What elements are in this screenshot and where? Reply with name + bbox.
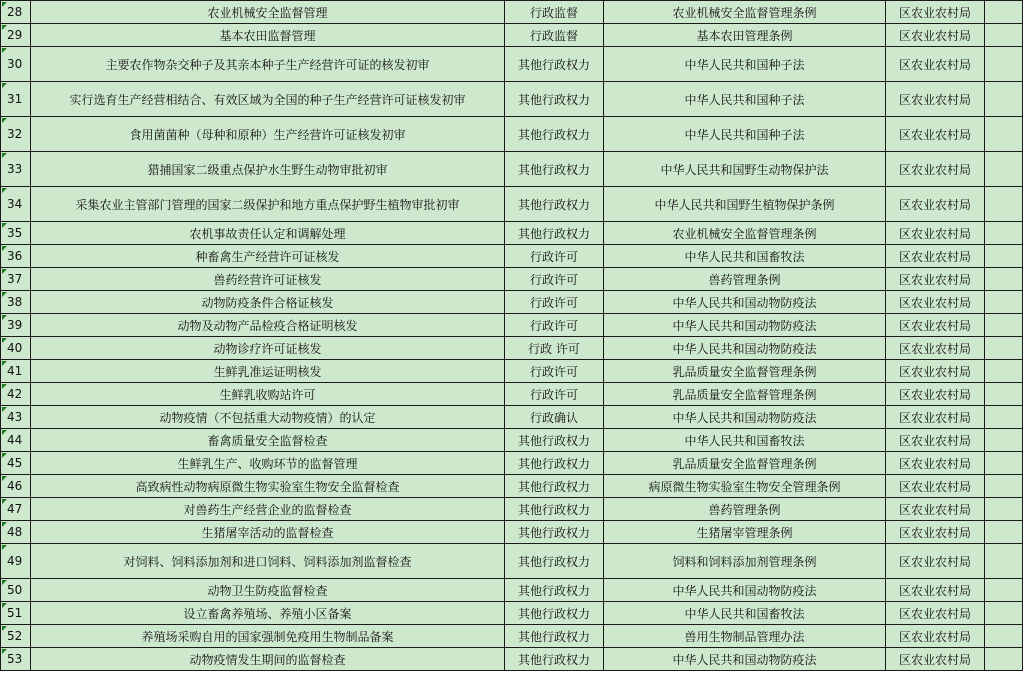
cell-no[interactable]: 35 <box>1 222 31 245</box>
cell-basis[interactable]: 中华人民共和国野生动物保护法 <box>604 152 886 187</box>
cell-basis[interactable]: 中华人民共和国畜牧法 <box>604 245 886 268</box>
cell-empty[interactable] <box>985 24 1023 47</box>
table-row <box>1 152 1023 187</box>
cell-empty[interactable] <box>985 452 1023 475</box>
cell-item[interactable]: 生鲜乳准运证明核发 <box>31 360 505 383</box>
cell-basis[interactable]: 中华人民共和国动物防疫法 <box>604 314 886 337</box>
cell-no[interactable]: 46 <box>1 475 31 498</box>
cell-dept[interactable]: 区农业农村局 <box>886 1 985 24</box>
cell-item[interactable]: 农机事故责任认定和调解处理 <box>31 222 505 245</box>
cell-basis[interactable]: 兽药管理条例 <box>604 498 886 521</box>
cell-no[interactable]: 33 <box>1 152 31 187</box>
cell-dept[interactable]: 区农业农村局 <box>886 360 985 383</box>
cell-empty[interactable] <box>985 602 1023 625</box>
cell-dept[interactable]: 区农业农村局 <box>886 187 985 222</box>
cell-item[interactable]: 动物疫情发生期间的监督检查 <box>31 648 505 671</box>
cell-basis[interactable]: 中华人民共和国种子法 <box>604 82 886 117</box>
cell-dept[interactable]: 区农业农村局 <box>886 24 985 47</box>
cell-no[interactable]: 40 <box>1 337 31 360</box>
cell-no[interactable]: 32 <box>1 117 31 152</box>
cell-empty[interactable] <box>985 648 1023 671</box>
cell-dept[interactable]: 区农业农村局 <box>886 498 985 521</box>
cell-type[interactable]: 行政许可 <box>505 360 604 383</box>
cell-item[interactable]: 生猪屠宰活动的监督检查 <box>31 521 505 544</box>
cell-type[interactable]: 行政 许可 <box>505 337 604 360</box>
table-row <box>1 1 1023 24</box>
table-row <box>1 648 1023 671</box>
cell-no[interactable]: 53 <box>1 648 31 671</box>
cell-basis[interactable]: 中华人民共和国种子法 <box>604 117 886 152</box>
cell-basis[interactable]: 中华人民共和国野生植物保护条例 <box>604 187 886 222</box>
cell-empty[interactable] <box>985 544 1023 579</box>
cell-dept[interactable]: 区农业农村局 <box>886 602 985 625</box>
cell-no[interactable]: 30 <box>1 47 31 82</box>
cell-basis[interactable]: 兽用生物制品管理办法 <box>604 625 886 648</box>
cell-basis[interactable]: 中华人民共和国畜牧法 <box>604 602 886 625</box>
cell-type[interactable]: 行政许可 <box>505 383 604 406</box>
cell-item[interactable]: 设立畜禽养殖场、养殖小区备案 <box>31 602 505 625</box>
cell-item[interactable]: 高致病性动物病原微生物实验室生物安全监督检查 <box>31 475 505 498</box>
cell-no[interactable]: 37 <box>1 268 31 291</box>
cell-type[interactable]: 其他行政权力 <box>505 602 604 625</box>
cell-type[interactable]: 其他行政权力 <box>505 47 604 82</box>
cell-type[interactable]: 其他行政权力 <box>505 521 604 544</box>
cell-no[interactable]: 29 <box>1 24 31 47</box>
cell-empty[interactable] <box>985 268 1023 291</box>
cell-no[interactable]: 42 <box>1 383 31 406</box>
cell-type[interactable]: 其他行政权力 <box>505 82 604 117</box>
cell-item[interactable]: 动物疫情（不包括重大动物疫情）的认定 <box>31 406 505 429</box>
table-row <box>1 579 1023 602</box>
cell-dept[interactable]: 区农业农村局 <box>886 222 985 245</box>
cell-item[interactable]: 兽药经营许可证核发 <box>31 268 505 291</box>
cell-type[interactable]: 其他行政权力 <box>505 152 604 187</box>
cell-empty[interactable] <box>985 314 1023 337</box>
cell-type[interactable]: 其他行政权力 <box>505 625 604 648</box>
cell-dept[interactable]: 区农业农村局 <box>886 314 985 337</box>
table-row <box>1 602 1023 625</box>
cell-empty[interactable] <box>985 222 1023 245</box>
cell-basis[interactable]: 农业机械安全监督管理条例 <box>604 1 886 24</box>
cell-dept[interactable]: 区农业农村局 <box>886 152 985 187</box>
cell-type[interactable]: 其他行政权力 <box>505 187 604 222</box>
cell-type[interactable]: 行政许可 <box>505 314 604 337</box>
table-body <box>1 1 1023 671</box>
cell-no[interactable]: 44 <box>1 429 31 452</box>
cell-dept[interactable]: 区农业农村局 <box>886 47 985 82</box>
cell-item[interactable]: 畜禽质量安全监督检查 <box>31 429 505 452</box>
cell-dept[interactable]: 区农业农村局 <box>886 406 985 429</box>
cell-dept[interactable]: 区农业农村局 <box>886 82 985 117</box>
cell-empty[interactable] <box>985 475 1023 498</box>
cell-empty[interactable] <box>985 187 1023 222</box>
cell-dept[interactable]: 区农业农村局 <box>886 475 985 498</box>
cell-no[interactable]: 34 <box>1 187 31 222</box>
cell-empty[interactable] <box>985 406 1023 429</box>
cell-no[interactable]: 31 <box>1 82 31 117</box>
cell-empty[interactable] <box>985 245 1023 268</box>
cell-type[interactable]: 行政许可 <box>505 291 604 314</box>
cell-item[interactable]: 基本农田监督管理 <box>31 24 505 47</box>
cell-dept[interactable]: 区农业农村局 <box>886 544 985 579</box>
cell-basis[interactable]: 生猪屠宰管理条例 <box>604 521 886 544</box>
cell-type[interactable]: 其他行政权力 <box>505 117 604 152</box>
cell-basis[interactable]: 病原微生物实验室生物安全管理条例 <box>604 475 886 498</box>
cell-item[interactable]: 生鲜乳生产、收购环节的监督管理 <box>31 452 505 475</box>
table-row <box>1 187 1023 222</box>
cell-type[interactable]: 其他行政权力 <box>505 498 604 521</box>
cell-empty[interactable] <box>985 117 1023 152</box>
cell-empty[interactable] <box>985 291 1023 314</box>
cell-item[interactable]: 种畜禽生产经营许可证核发 <box>31 245 505 268</box>
cell-dept[interactable]: 区农业农村局 <box>886 521 985 544</box>
cell-no[interactable]: 47 <box>1 498 31 521</box>
cell-no[interactable]: 38 <box>1 291 31 314</box>
cell-basis[interactable]: 农业机械安全监督管理条例 <box>604 222 886 245</box>
cell-dept[interactable]: 区农业农村局 <box>886 625 985 648</box>
cell-dept[interactable]: 区农业农村局 <box>886 648 985 671</box>
cell-basis[interactable]: 兽药管理条例 <box>604 268 886 291</box>
table-row <box>1 544 1023 579</box>
cell-basis[interactable]: 饲料和饲料添加剂管理条例 <box>604 544 886 579</box>
cell-empty[interactable] <box>985 47 1023 82</box>
cell-type[interactable]: 其他行政权力 <box>505 475 604 498</box>
cell-basis[interactable]: 基本农田管理条例 <box>604 24 886 47</box>
cell-type[interactable]: 行政确认 <box>505 406 604 429</box>
cell-item[interactable]: 食用菌菌种（母种和原种）生产经营许可证核发初审 <box>31 117 505 152</box>
cell-dept[interactable]: 区农业农村局 <box>886 117 985 152</box>
table-row <box>1 24 1023 47</box>
cell-no[interactable]: 51 <box>1 602 31 625</box>
cell-item[interactable]: 采集农业主管部门管理的国家二级保护和地方重点保护野生植物审批初审 <box>31 187 505 222</box>
cell-item[interactable]: 动物诊疗许可证核发 <box>31 337 505 360</box>
cell-item[interactable]: 对兽药生产经营企业的监督检查 <box>31 498 505 521</box>
cell-dept[interactable]: 区农业农村局 <box>886 429 985 452</box>
table-row <box>1 360 1023 383</box>
cell-empty[interactable] <box>985 82 1023 117</box>
cell-item[interactable]: 动物及动物产品检疫合格证明核发 <box>31 314 505 337</box>
cell-item[interactable]: 对饲料、饲料添加剂和进口饲料、饲料添加剂监督检查 <box>31 544 505 579</box>
cell-no[interactable]: 39 <box>1 314 31 337</box>
cell-item[interactable]: 实行选育生产经营相结合、有效区域为全国的种子生产经营许可证核发初审 <box>31 82 505 117</box>
cell-item[interactable]: 农业机械安全监督管理 <box>31 1 505 24</box>
cell-dept[interactable]: 区农业农村局 <box>886 452 985 475</box>
table-row <box>1 625 1023 648</box>
cell-empty[interactable] <box>985 337 1023 360</box>
cell-dept[interactable]: 区农业农村局 <box>886 579 985 602</box>
cell-no[interactable]: 41 <box>1 360 31 383</box>
cell-type[interactable]: 其他行政权力 <box>505 452 604 475</box>
table-row <box>1 117 1023 152</box>
cell-no[interactable]: 48 <box>1 521 31 544</box>
cell-type[interactable]: 其他行政权力 <box>505 648 604 671</box>
cell-item[interactable]: 主要农作物杂交种子及其亲本种子生产经营许可证的核发初审 <box>31 47 505 82</box>
cell-dept[interactable]: 区农业农村局 <box>886 268 985 291</box>
cell-empty[interactable] <box>985 360 1023 383</box>
cell-basis[interactable]: 中华人民共和国畜牧法 <box>604 429 886 452</box>
table-row <box>1 47 1023 82</box>
cell-no[interactable]: 45 <box>1 452 31 475</box>
table-row <box>1 291 1023 314</box>
cell-item[interactable]: 猎捕国家二级重点保护水生野生动物审批初审 <box>31 152 505 187</box>
cell-dept[interactable]: 区农业农村局 <box>886 337 985 360</box>
cell-type[interactable]: 行政监督 <box>505 24 604 47</box>
cell-basis[interactable]: 中华人民共和国动物防疫法 <box>604 579 886 602</box>
cell-empty[interactable] <box>985 521 1023 544</box>
cell-type[interactable]: 行政许可 <box>505 245 604 268</box>
cell-type[interactable]: 行政许可 <box>505 268 604 291</box>
table-row <box>1 429 1023 452</box>
cell-item[interactable]: 养殖场采购自用的国家强制免疫用生物制品备案 <box>31 625 505 648</box>
cell-empty[interactable] <box>985 152 1023 187</box>
cell-type[interactable]: 其他行政权力 <box>505 544 604 579</box>
table-row <box>1 245 1023 268</box>
cell-empty[interactable] <box>985 383 1023 406</box>
table-row <box>1 337 1023 360</box>
cell-no[interactable]: 36 <box>1 245 31 268</box>
cell-no[interactable]: 43 <box>1 406 31 429</box>
cell-empty[interactable] <box>985 1 1023 24</box>
table-row <box>1 475 1023 498</box>
cell-type[interactable]: 行政监督 <box>505 1 604 24</box>
table-row <box>1 82 1023 117</box>
cell-empty[interactable] <box>985 625 1023 648</box>
cell-dept[interactable]: 区农业农村局 <box>886 245 985 268</box>
cell-dept[interactable]: 区农业农村局 <box>886 383 985 406</box>
cell-type[interactable]: 其他行政权力 <box>505 222 604 245</box>
cell-no[interactable]: 50 <box>1 579 31 602</box>
cell-basis[interactable]: 乳品质量安全监督管理条例 <box>604 452 886 475</box>
cell-basis[interactable]: 中华人民共和国动物防疫法 <box>604 648 886 671</box>
cell-item[interactable]: 生鲜乳收购站许可 <box>31 383 505 406</box>
cell-type[interactable]: 其他行政权力 <box>505 429 604 452</box>
table-row <box>1 268 1023 291</box>
cell-basis[interactable]: 乳品质量安全监督管理条例 <box>604 383 886 406</box>
table-row <box>1 521 1023 544</box>
cell-basis[interactable]: 乳品质量安全监督管理条例 <box>604 360 886 383</box>
table-row <box>1 498 1023 521</box>
table-row <box>1 406 1023 429</box>
cell-type[interactable]: 其他行政权力 <box>505 579 604 602</box>
cell-basis[interactable]: 中华人民共和国动物防疫法 <box>604 291 886 314</box>
cell-basis[interactable]: 中华人民共和国动物防疫法 <box>604 337 886 360</box>
cell-basis[interactable]: 中华人民共和国种子法 <box>604 47 886 82</box>
cell-dept[interactable]: 区农业农村局 <box>886 291 985 314</box>
cell-item[interactable]: 动物卫生防疫监督检查 <box>31 579 505 602</box>
cell-basis[interactable]: 中华人民共和国动物防疫法 <box>604 406 886 429</box>
cell-no[interactable]: 49 <box>1 544 31 579</box>
cell-empty[interactable] <box>985 579 1023 602</box>
table-row <box>1 314 1023 337</box>
table-row <box>1 452 1023 475</box>
cell-no[interactable]: 52 <box>1 625 31 648</box>
cell-item[interactable]: 动物防疫条件合格证核发 <box>31 291 505 314</box>
table-row <box>1 383 1023 406</box>
table-row <box>1 222 1023 245</box>
cell-empty[interactable] <box>985 429 1023 452</box>
cell-empty[interactable] <box>985 498 1023 521</box>
cell-no[interactable]: 28 <box>1 1 31 24</box>
